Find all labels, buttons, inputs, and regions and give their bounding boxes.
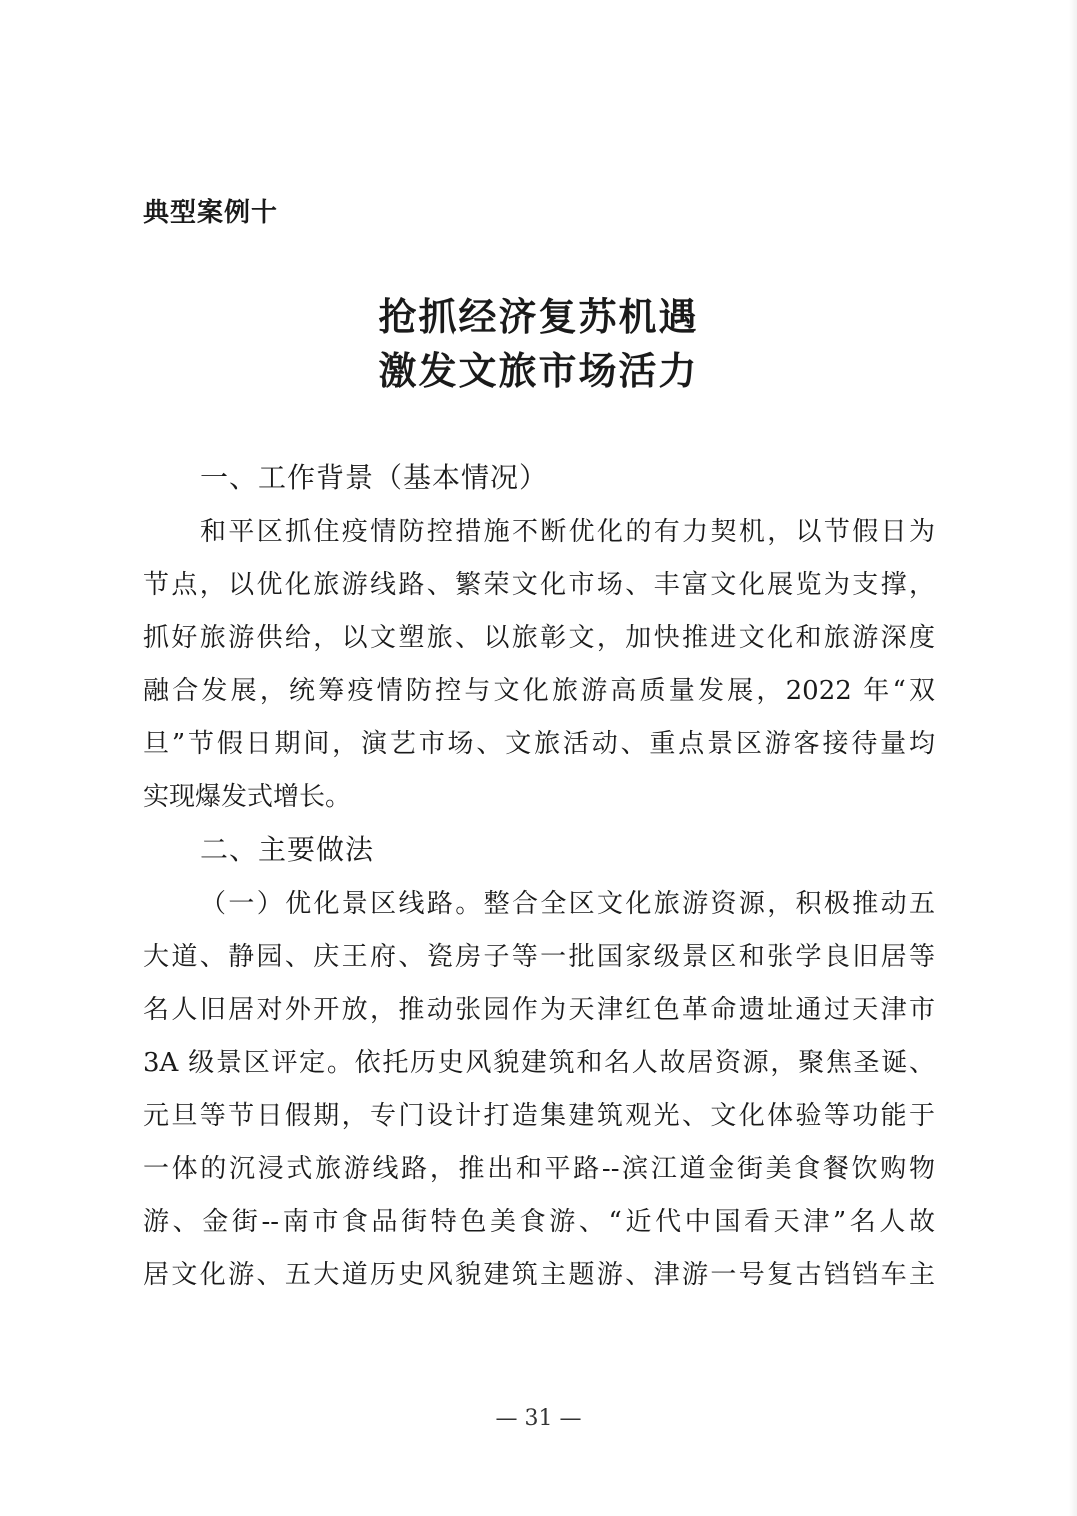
paragraph-line: （一）优化景区线路。整合全区文化旅游资源，积极推动五 (200, 889, 935, 919)
paragraph-line: 节点，以优化旅游线路、繁荣文化市场、丰富文化展览为支撑， (143, 570, 935, 600)
case-label: 典型案例十 (143, 198, 279, 228)
background-paragraph (143, 506, 935, 824)
paragraph-line: 旦”节假日期间，演艺市场、文旅活动、重点景区游客接待量均 (143, 729, 935, 759)
title-line-1: 抢抓经济复苏机遇 (378, 294, 699, 339)
paragraph-line: 融合发展，统筹疫情防控与文化旅游高质量发展，2022 年“双 (143, 676, 935, 706)
page-number: — 31 — (495, 1406, 582, 1431)
paragraph-line: 实现爆发式增长。 (143, 782, 352, 812)
paragraph-line: 和平区抓住疫情防控措施不断优化的有力契机，以节假日为 (200, 517, 935, 547)
practices-paragraph (143, 878, 935, 1302)
paragraph-line: 一体的沉浸式旅游线路，推出和平路--滨江道金街美食餐饮购物 (143, 1154, 935, 1184)
section-heading-main-practices: 二、主要做法 (200, 833, 375, 866)
paragraph-line: 抓好旅游供给，以文塑旅、以旅彰文，加快推进文化和旅游深度 (143, 623, 935, 653)
paragraph-line: 3A 级景区评定。依托历史风貌建筑和名人故居资源，聚焦圣诞、 (143, 1048, 935, 1078)
paragraph-line: 名人旧居对外开放，推动张园作为天津红色革命遗址通过天津市 (143, 995, 935, 1025)
paragraph-line: 居文化游、五大道历史风貌建筑主题游、津游一号复古铛铛车主 (143, 1260, 935, 1290)
page-edge-shadow (1069, 0, 1077, 1516)
title-line-2: 激发文旅市场活力 (378, 348, 699, 393)
paragraph-line: 大道、静园、庆王府、瓷房子等一批国家级景区和张学良旧居等 (143, 942, 935, 972)
paragraph-line: 游、金街--南市食品街特色美食游、“近代中国看天津”名人故 (143, 1207, 935, 1237)
paragraph-line: 元旦等节日假期，专门设计打造集建筑观光、文化体验等功能于 (143, 1101, 935, 1131)
section-heading-background: 一、工作背景（基本情况） (200, 461, 549, 494)
